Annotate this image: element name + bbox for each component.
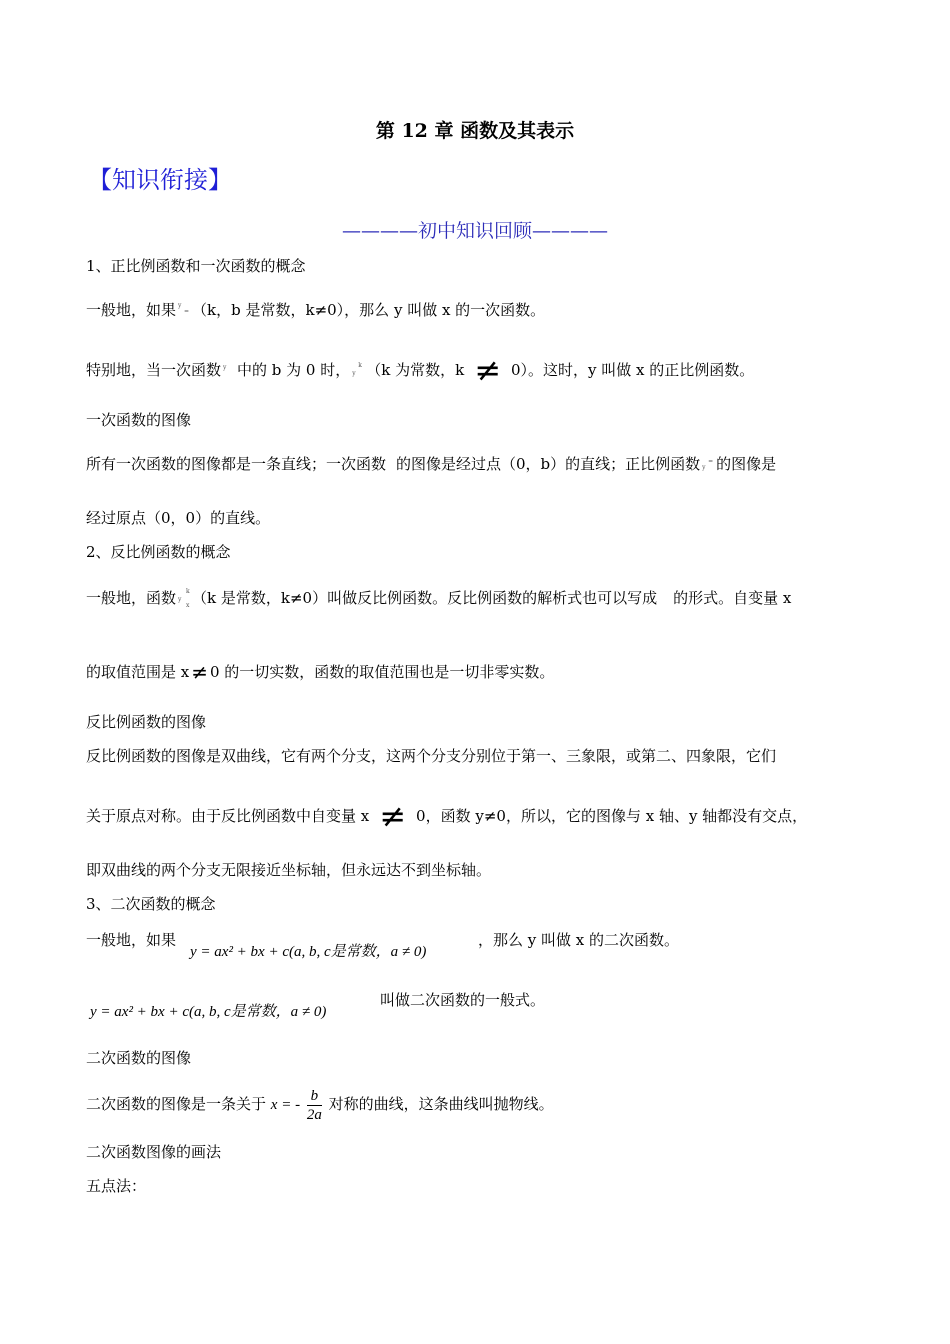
paragraph-linear-graph: 所有一次函数的图像都是一条直线；一次函数 的图像是经过点（0，b）的直线；正比例函数 y = 的图像是 bbox=[86, 455, 777, 473]
formula-proportional-icon: y k bbox=[352, 362, 362, 377]
paragraph-hyperbola-1: 反比例函数的图像是双曲线，它有两个分支，这两个分支分别位于第一、三象限，或第二、四象限，它们 bbox=[86, 747, 777, 765]
paragraph-hyperbola-2: 关于原点对称。由于反比例函数中自变量 x ≠ 0，函数 y≠0，所以，它的图像与 x 轴、y 轴都没有交点， bbox=[86, 797, 808, 835]
formula-proportional-icon: y = bbox=[702, 458, 714, 471]
paragraph-axis-of-symmetry: 二次函数的图像是一条关于 x = - $\frac{b}{2a}$ 对称的曲线，这条曲线叫抛物线。 bbox=[86, 1087, 554, 1123]
heading-linear-functions: 1、正比例函数和一次函数的概念 bbox=[86, 257, 306, 275]
quadratic-formula-general: y = ax² + bx + c(a, b, c是常数，a ≠ 0) bbox=[90, 1004, 327, 1020]
heading-quadratic-graph: 二次函数的图像 bbox=[86, 1049, 192, 1067]
paragraph-linear-graph-end: 经过原点（0，0）的直线。 bbox=[86, 509, 271, 527]
axis-formula-lhs: x = - bbox=[270, 1097, 301, 1113]
section-heading: 【知识衔接】 bbox=[88, 166, 232, 194]
paragraph-inverse-domain: 的取值范围是 x ≠ 0 的一切实数，函数的取值范围也是一切非零实数。 bbox=[86, 660, 555, 684]
axis-fraction: $\frac{b}{2a}$ bbox=[306, 1087, 322, 1123]
paragraph-quadratic-definition-end: ，那么 y 叫做 x 的二次函数。 bbox=[478, 931, 680, 949]
paragraph-proportional-definition: 特别地，当一次函数 y 中的 b 为 0 时， y k （k 为常数，k ≠ 0）。这时，y 叫做 x 的正比例函数。 bbox=[86, 351, 755, 389]
subsection-heading: ————初中知识回顾———— bbox=[341, 220, 608, 242]
heading-linear-graph: 一次函数的图像 bbox=[86, 411, 192, 429]
five-point-method: 五点法： bbox=[86, 1177, 147, 1195]
heading-quadratic-functions: 3、二次函数的概念 bbox=[86, 895, 216, 913]
paragraph-linear-definition: 一般地，如果 y = （k，b 是常数，k≠0），那么 y 叫做 x 的一次函数。 bbox=[86, 301, 546, 319]
not-equal-symbol: ≠ bbox=[379, 797, 407, 835]
paragraph-hyperbola-3: 即双曲线的两个分支无限接近坐标轴，但永远达不到坐标轴。 bbox=[86, 861, 492, 879]
formula-inverse-icon: y k x bbox=[178, 588, 190, 609]
formula-linear-icon bbox=[386, 455, 396, 475]
not-equal-symbol: ≠ bbox=[474, 351, 501, 389]
not-equal-symbol: ≠ bbox=[191, 660, 208, 684]
heading-quadratic-drawing: 二次函数图像的画法 bbox=[86, 1143, 222, 1161]
quadratic-formula: y = ax² + bx + c(a, b, c是常数，a ≠ 0) bbox=[190, 944, 427, 960]
formula-inverse-alt-icon bbox=[657, 589, 673, 609]
heading-inverse-graph: 反比例函数的图像 bbox=[86, 713, 207, 731]
chapter-title: 第 12 章 函数及其表示 bbox=[375, 120, 575, 142]
formula-linear-icon: y = bbox=[178, 302, 190, 315]
paragraph-general-form: 叫做二次函数的一般式。 bbox=[380, 991, 546, 1009]
paragraph-quadratic-definition: 一般地，如果 bbox=[86, 931, 177, 949]
formula-linear-icon: y bbox=[223, 364, 227, 371]
heading-inverse-functions: 2、反比例函数的概念 bbox=[86, 543, 231, 561]
paragraph-inverse-definition: 一般地，函数 y k x （k 是常数，k≠0）叫做反比例函数。反比例函数的解析式也可以写成 的形式。自变量 x bbox=[86, 588, 792, 609]
